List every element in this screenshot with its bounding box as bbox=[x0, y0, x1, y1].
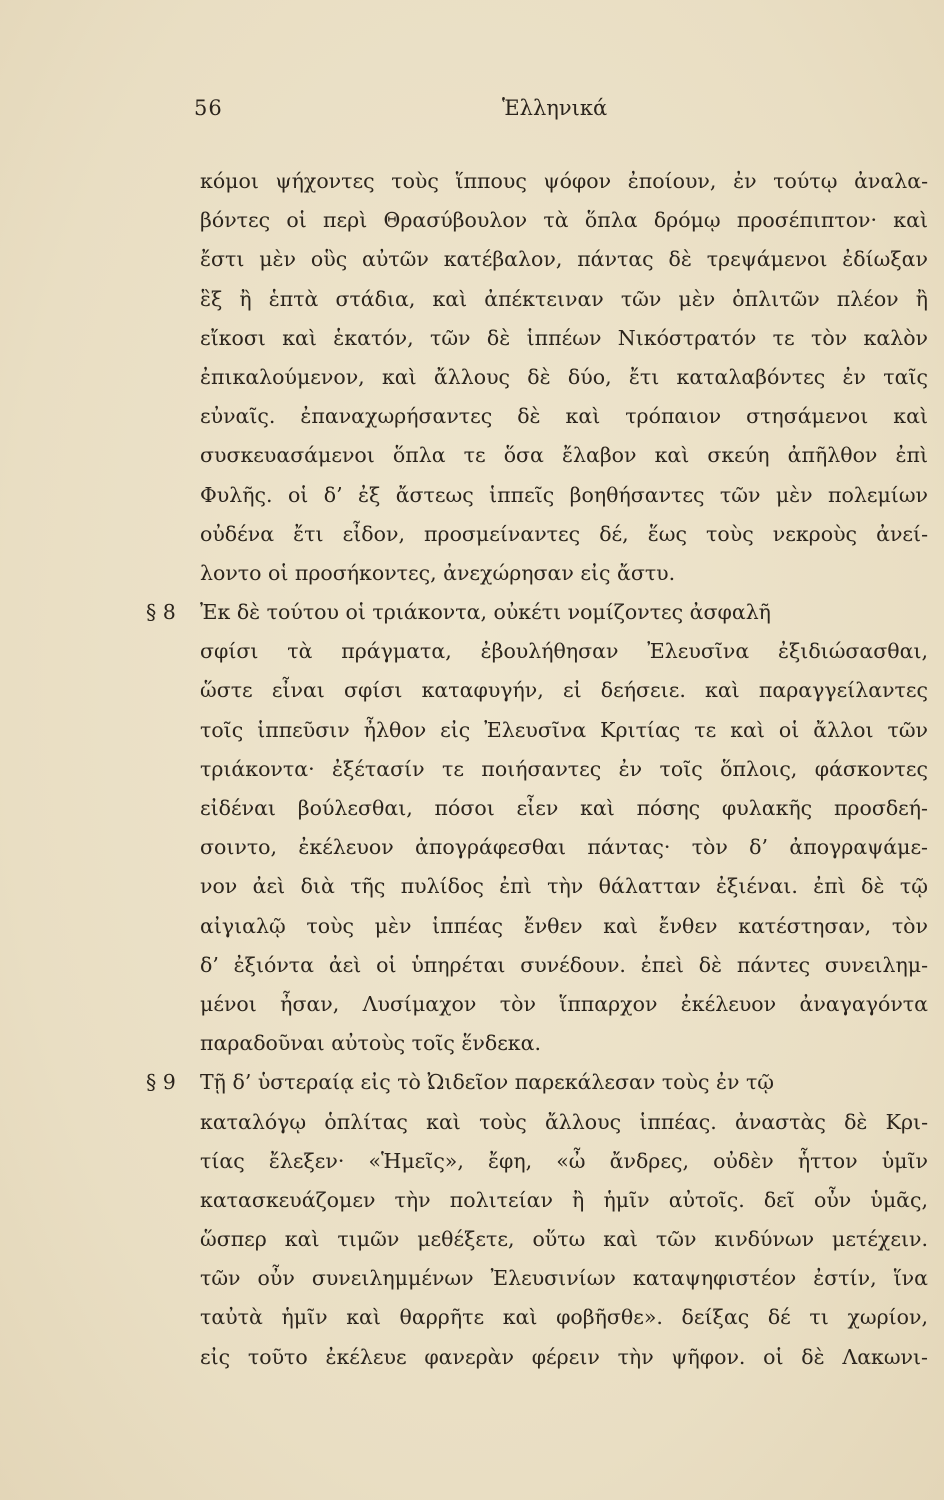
line-text: ἐπικαλούμενον, καὶ ἄλλους δὲ δύο, ἔτι καταλαβόντες ἐν ταῖς bbox=[200, 364, 928, 389]
text-line bbox=[200, 397, 928, 436]
text-line bbox=[200, 201, 928, 240]
text-line bbox=[200, 436, 928, 475]
line-text: τῶν οὖν συνειλημμένων Ἐλευσινίων καταψηφιστέον ἐστίν, ἵνα bbox=[200, 1266, 928, 1291]
text-line bbox=[200, 476, 928, 515]
text-line bbox=[200, 671, 928, 710]
line-text: ὥσπερ καὶ τιμῶν μεθέξετε, οὕτω καὶ τῶν κινδύνων μετέχειν. bbox=[200, 1227, 928, 1252]
line-text: τοῖς ἱππεῦσιν ἦλθον εἰς Ἐλευσῖνα Κριτίας τε καὶ οἱ ἄλλοι τῶν bbox=[200, 717, 928, 742]
line-text: τίας ἔλεξεν· «Ἡμεῖς», ἔφη, «ὦ ἄνδρες, οὐδὲν ἧττον ὑμῖν bbox=[200, 1148, 928, 1173]
text-line bbox=[200, 515, 928, 554]
text-line bbox=[200, 750, 928, 789]
line-text: κόμοι ψήχοντες τοὺς ἵππους ψόφον ἐποίουν, ἐν τούτῳ ἀναλα- bbox=[200, 169, 928, 193]
text-line bbox=[200, 1259, 928, 1298]
text-line bbox=[200, 946, 928, 985]
section-marker: § 9 bbox=[146, 1070, 176, 1095]
text-line bbox=[200, 907, 928, 946]
text-line bbox=[200, 162, 928, 201]
line-text: μένοι ἦσαν, Λυσίμαχον τὸν ἵππαρχον ἐκέλευον ἀναγαγόντα bbox=[200, 991, 928, 1016]
text-line bbox=[200, 828, 928, 867]
text-line bbox=[200, 867, 928, 906]
text-line bbox=[200, 280, 928, 319]
text-line bbox=[200, 358, 928, 397]
text-line bbox=[200, 319, 928, 358]
text-line bbox=[200, 985, 928, 1024]
line-text: εἴκοσι καὶ ἑκατόν, τῶν δὲ ἱππέων Νικόστρατόν τε τὸν καλὸν bbox=[200, 325, 928, 350]
line-text: Φυλῆς. οἱ δ’ ἐξ ἄστεως ἱππεῖς βοηθήσαντες τῶν μὲν πολεμίων bbox=[200, 482, 928, 507]
line-text: ἔστι μὲν οὓς αὐτῶν κατέβαλον, πάντας δὲ τρεψάμενοι ἐδίωξαν bbox=[200, 247, 928, 272]
line-text: ταὐτὰ ἡμῖν καὶ θαρρῆτε καὶ φοβῆσθε». δείξας δέ τι χωρίον, bbox=[200, 1305, 928, 1330]
line-text: εἰς τοῦτο ἐκέλευε φανερὰν φέρειν τὴν ψῆφον. οἱ δὲ Λακωνι- bbox=[200, 1344, 928, 1369]
text-line bbox=[200, 632, 928, 671]
line-text: τριάκοντα· ἐξέτασίν τε ποιήσαντες ἐν τοῖς ὅπλοις, φάσκοντες bbox=[200, 756, 928, 781]
text-line bbox=[200, 1220, 928, 1259]
line-text: δ’ ἐξιόντα ἀεὶ οἱ ὑπηρέται συνέδουν. ἐπεὶ δὲ πάντες συνειλημ- bbox=[200, 952, 928, 977]
text-line bbox=[200, 240, 928, 279]
text-line bbox=[200, 711, 928, 750]
line-text: σοιντο, ἐκέλευον ἀπογράφεσθαι πάντας· τὸν δ’ ἀπογραψάμε- bbox=[200, 835, 928, 860]
line-text: κατασκευάζομεν τὴν πολιτείαν ἢ ἡμῖν αὐτοῖς. δεῖ οὖν ὑμᾶς, bbox=[200, 1187, 928, 1212]
line-text: ἓξ ἢ ἑπτὰ στάδια, καὶ ἀπέκτειναν τῶν μὲν ὁπλιτῶν πλέον ἢ bbox=[200, 286, 928, 311]
line-text: συσκευασάμενοι ὅπλα τε ὅσα ἔλαβον καὶ σκεύη ἀπῆλθον ἐπὶ bbox=[200, 443, 928, 468]
page-number: 56 bbox=[194, 96, 223, 120]
line-text: εἰδέναι βούλεσθαι, πόσοι εἶεν καὶ πόσης φυλακῆς προσδεή- bbox=[200, 796, 928, 820]
line-text: σφίσι τὰ πράγματα, ἐβουλήθησαν Ἐλευσῖνα ἐξιδιώσασθαι, bbox=[200, 639, 928, 664]
line-text: καταλόγῳ ὁπλίτας καὶ τοὺς ἄλλους ἱππέας. ἀναστὰς δὲ Κρι- bbox=[200, 1109, 928, 1134]
line-text: Ἐκ δὲ τούτου οἱ τριάκοντα, οὐκέτι νομίζοντες ἀσφαλῆ bbox=[200, 600, 771, 625]
text-line bbox=[200, 789, 928, 828]
line-text: Τῇ δ’ ὑστεραίᾳ εἰς τὸ Ὠιδεῖον παρεκάλεσαν τοὺς ἐν τῷ bbox=[200, 1070, 775, 1095]
text-line bbox=[200, 1103, 928, 1142]
text-line bbox=[146, 593, 928, 632]
line-text: βόντες οἱ περὶ Θρασύβουλον τὰ ὅπλα δρόμῳ προσέπιπτον· καὶ bbox=[200, 208, 928, 233]
running-title: Ἑλληνικά bbox=[502, 96, 608, 120]
page-header bbox=[0, 96, 944, 132]
body-text bbox=[146, 162, 928, 1377]
text-line bbox=[200, 1181, 928, 1220]
line-text: εὐναῖς. ἐπαναχωρήσαντες δὲ καὶ τρόπαιον στησάμενοι καὶ bbox=[200, 404, 928, 429]
line-text: παραδοῦναι αὐτοὺς τοῖς ἕνδεκα. bbox=[200, 1031, 541, 1056]
line-text: οὐδένα ἔτι εἶδον, προσμείναντες δέ, ἕως τοὺς νεκροὺς ἀνεί- bbox=[200, 521, 928, 546]
text-line bbox=[146, 1063, 928, 1102]
line-text: αἰγιαλῷ τοὺς μὲν ἱππέας ἔνθεν καὶ ἔνθεν κατέστησαν, τὸν bbox=[200, 913, 928, 938]
line-text: νον ἀεὶ διὰ τῆς πυλίδος ἐπὶ τὴν θάλατταν ἐξιέναι. ἐπὶ δὲ τῷ bbox=[200, 874, 928, 899]
text-line bbox=[200, 1142, 928, 1181]
text-line bbox=[200, 1024, 928, 1063]
text-line bbox=[200, 554, 928, 593]
section-marker: § 8 bbox=[146, 600, 176, 625]
line-text: ὥστε εἶναι σφίσι καταφυγήν, εἰ δεήσειε. καὶ παραγγείλαντες bbox=[200, 678, 928, 703]
line-text: λοντο οἱ προσήκοντες, ἀνεχώρησαν εἰς ἄστυ. bbox=[200, 560, 676, 585]
text-line bbox=[200, 1338, 928, 1377]
text-line bbox=[200, 1298, 928, 1337]
